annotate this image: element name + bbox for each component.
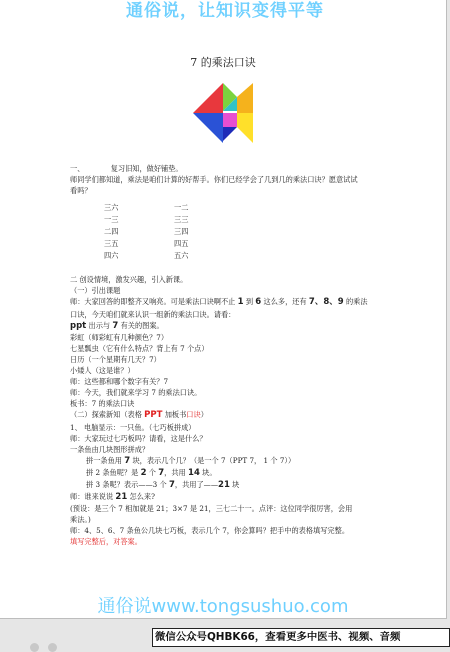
pair-row: 三五 四五: [104, 239, 189, 249]
list-item: 七星瓢虫（它有什么特点？背上有 7 个点）: [70, 343, 209, 353]
paragraph-line: 师：今天，我们就来学习 7 的乘法口诀。: [70, 388, 202, 398]
section2-heading: 二 创设情境，激发兴趣，引入新课。: [70, 275, 188, 285]
paragraph-line: 师：谁来说说 21 怎么来?: [70, 492, 155, 503]
tangram-pink-piece: [223, 113, 237, 127]
paragraph-line: 填写完整后，对答案。: [70, 537, 142, 547]
list-item: 日历（一个星期有几天？7）: [70, 354, 161, 364]
paragraph-line: 师：4、5、6、7 条鱼公几块七巧板，表示几个 7，你会算吗？把手中的表格填写完整。: [70, 526, 350, 536]
paragraph-line: 一条鱼由几块图形拼成？: [70, 444, 150, 454]
paragraph-line: 拼 3 条呢？表示——3 个 7，共用了——21 块: [86, 479, 240, 490]
watermark-top: 通俗说，让知识变得平等: [126, 1, 324, 21]
teacher-line: 看吗？: [70, 186, 92, 196]
tangram-blue-piece: [193, 113, 223, 143]
paragraph-line: 板书：7 的乘法口诀: [70, 399, 135, 409]
page-indicator-icon[interactable]: [30, 643, 39, 652]
document-body: [70, 163, 390, 548]
viewer-bottom-bar: [0, 628, 150, 648]
paragraph-line: 拼一条鱼用 7 块，表示几个几？（是一个 7（PPT 7， 1 个 7））: [86, 455, 296, 466]
list-item: 彩虹（师彩虹有几种颜色？7）: [70, 332, 169, 342]
paragraph-line: 师：这些都和哪个数字有关？7: [70, 377, 169, 387]
paragraph-line: 拼 2 条鱼呢？是 2 个 7，共用 14 块。: [86, 467, 217, 478]
tangram-red-piece: [193, 83, 223, 113]
pair-row: 四六 五六: [104, 251, 189, 261]
subsection-heading: （一）引出课题: [70, 286, 121, 296]
teacher-line: 师同学们都知道，乘法是咱们计算的好帮手。你们已经学会了几到几的乘法口诀？愿意试试: [70, 175, 358, 185]
subsection-heading: （二）探索新知（表格 PPT 加板书口诀）: [70, 410, 208, 421]
document-title: 7 的乘法口诀: [190, 56, 256, 69]
tangram-fish-icon: [193, 83, 253, 143]
pair-row: 二四 三四: [104, 227, 189, 237]
tangram-yellow-piece: [237, 113, 253, 143]
tangram-navy-piece: [223, 127, 237, 141]
paragraph-line: (预设：是三个 7 相加就是 21；3×7 是 21，三七二十一。点评：这位同学很厉害，会用: [70, 504, 353, 514]
page-indicator-icon[interactable]: [48, 643, 57, 652]
paragraph-line: 师：大家玩过七巧板吗？请看，这是什么？: [70, 433, 207, 443]
pair-row: 三六 一二: [104, 203, 189, 213]
watermark-bottom: 通俗说www.tongsushuo.com: [97, 596, 349, 617]
pair-row: 一三 三三: [104, 215, 189, 225]
paragraph-line: 1、 电脑显示：一只鱼。（七巧板拼成）: [70, 422, 196, 432]
promo-banner: 微信公众号QHBK66，查看更多中医书、视频、音频: [152, 628, 450, 647]
list-item: 小矮人（这是谁？）: [70, 366, 135, 376]
section1-heading: 一、 复习旧知，做好铺垫。: [70, 164, 183, 173]
multiplication-pairs: [104, 202, 390, 262]
paragraph-line: 师：大家回答的即整齐又响亮。可是乘法口诀啊不止 1 到 6 这么多，还有 7、8、9 的乘法: [70, 297, 368, 308]
ppt-line: ppt 出示与 7 有关的图案。: [70, 320, 164, 331]
paragraph-line: 乘法。): [70, 515, 91, 525]
paragraph-line: 口诀，今天咱们就来认识一组新的乘法口诀。请看：: [70, 309, 236, 319]
tangram-orange-piece: [237, 83, 253, 113]
